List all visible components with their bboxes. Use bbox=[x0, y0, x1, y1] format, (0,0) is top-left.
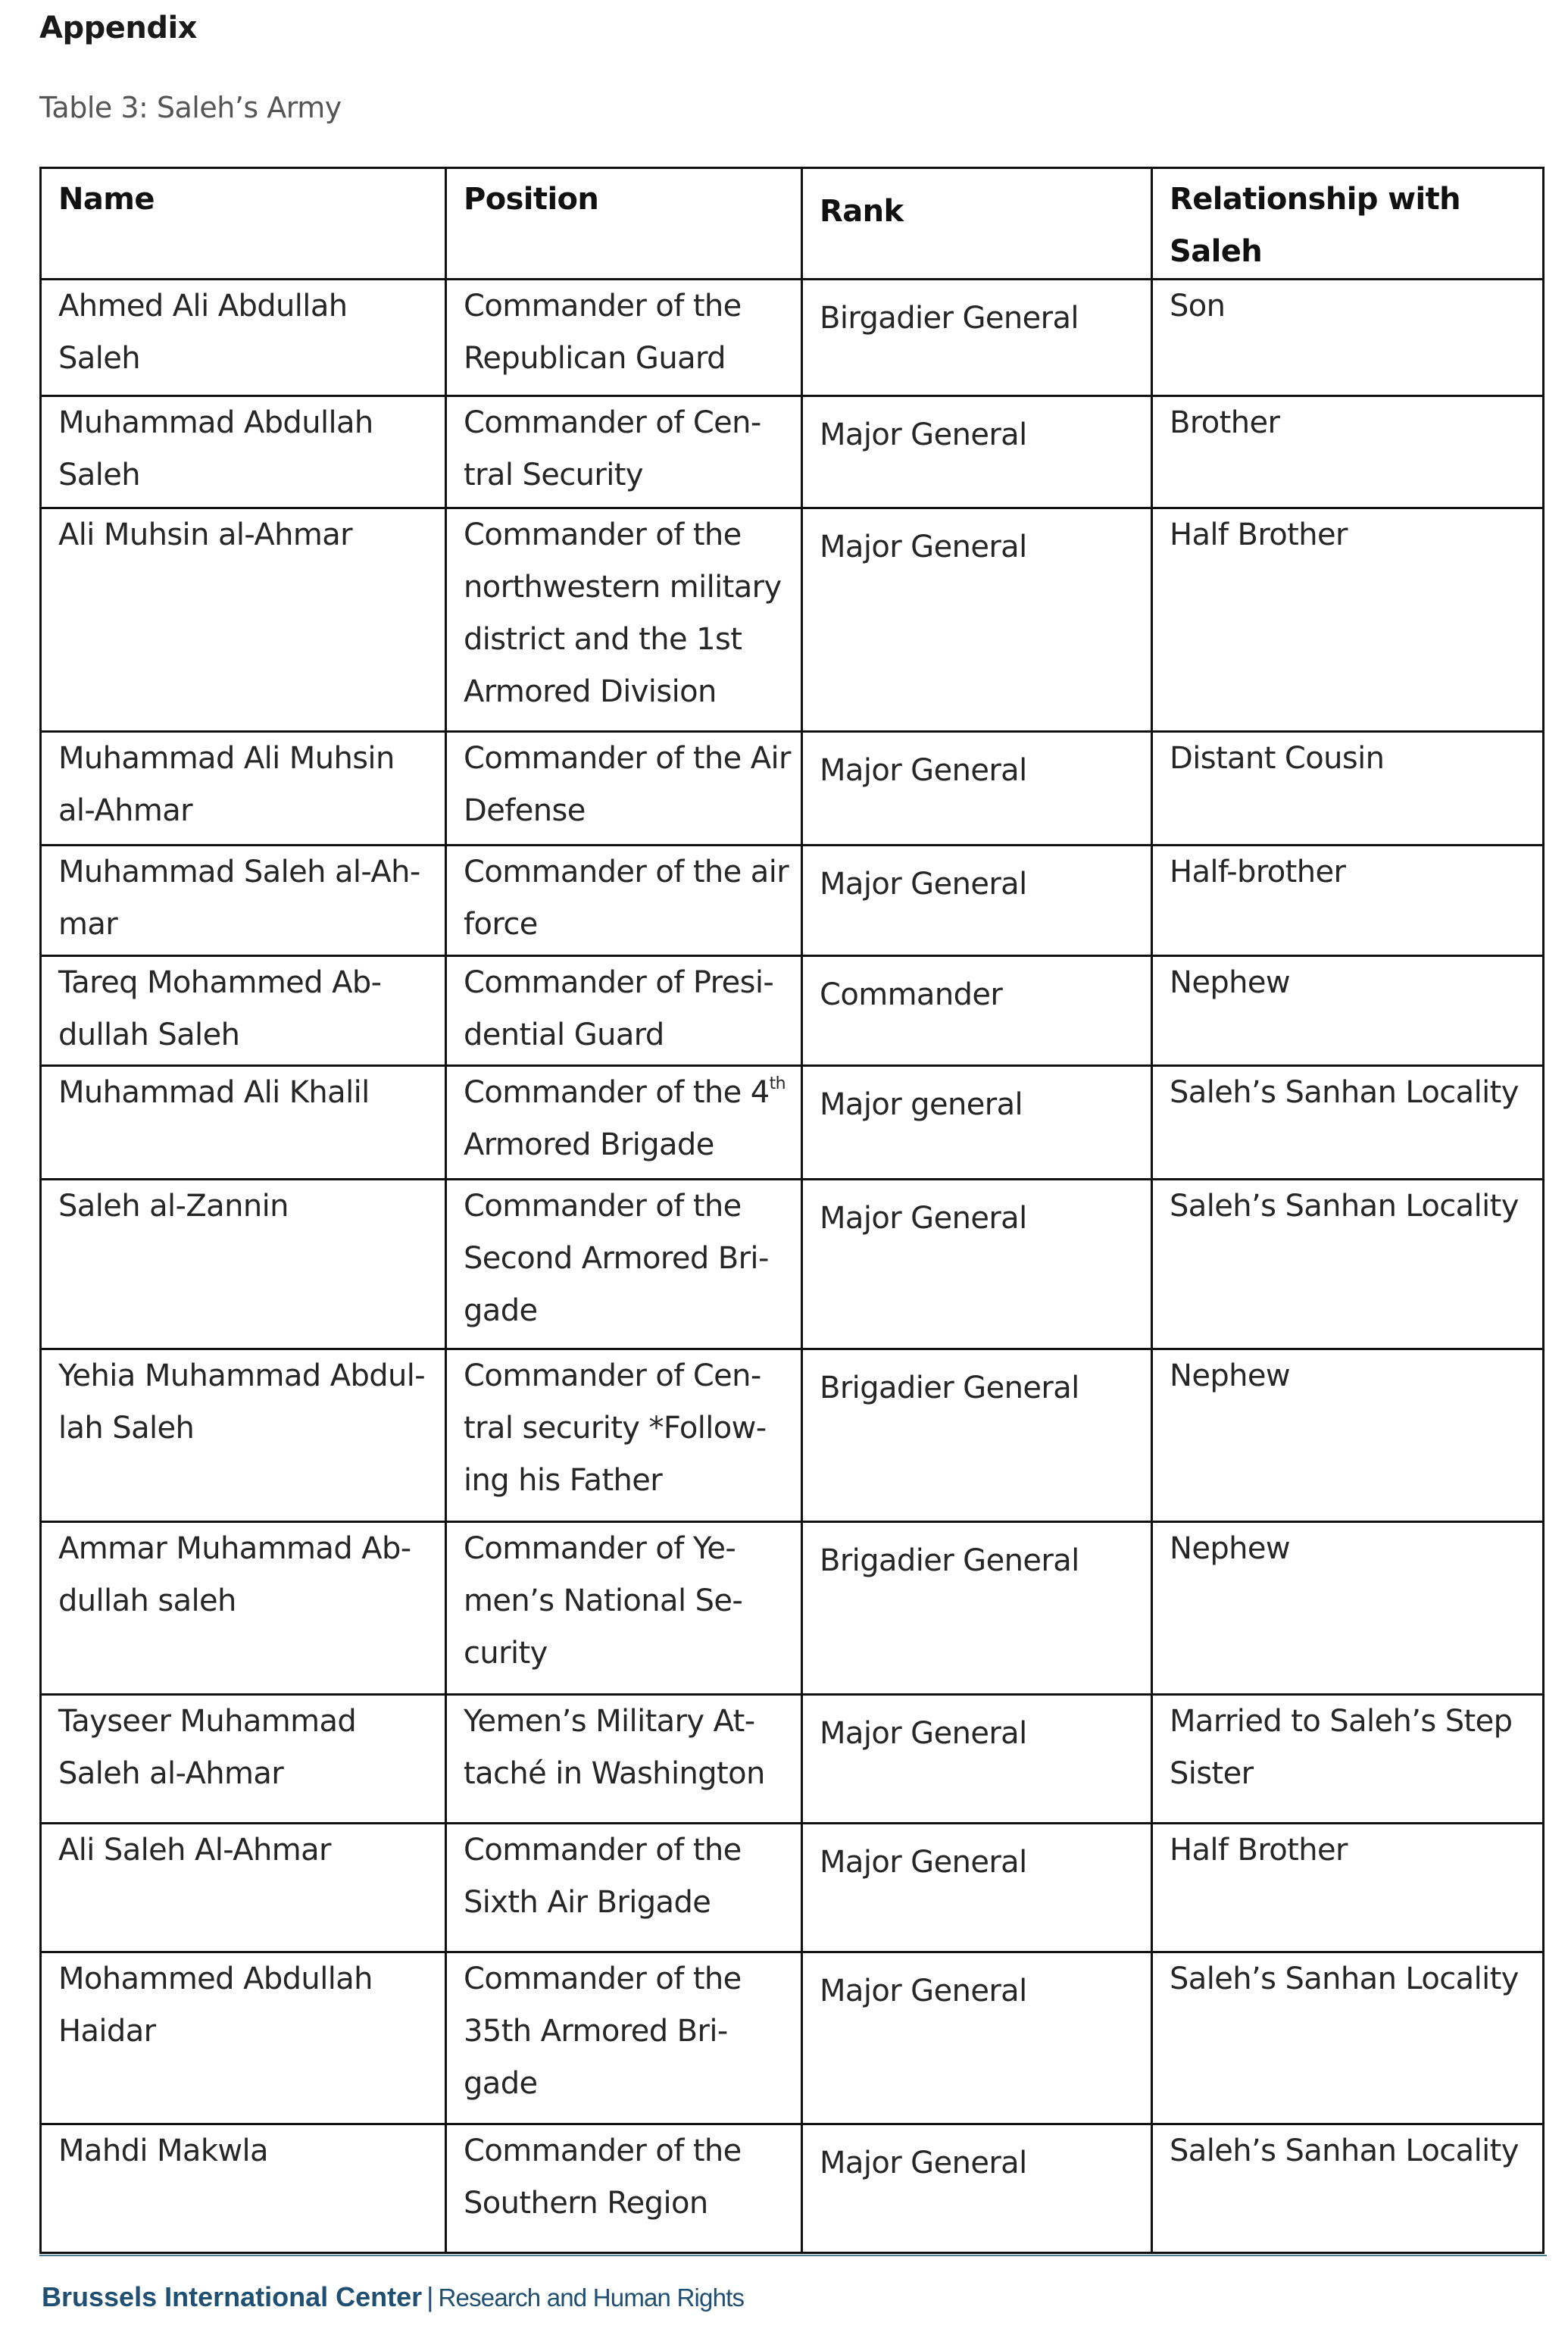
cell-position bbox=[446, 508, 802, 732]
rank-text: Major General bbox=[820, 867, 1027, 902]
header-name: Name bbox=[41, 168, 446, 280]
name-line bbox=[58, 785, 439, 837]
relationship-line bbox=[1170, 1350, 1536, 1402]
position-text: tral security *Follow- bbox=[464, 1411, 767, 1446]
name-text: Tayseer Muhammad bbox=[58, 1704, 357, 1739]
name-text: Haidar bbox=[58, 2014, 156, 2049]
relationship-line bbox=[1170, 846, 1536, 899]
relationship-text: Brother bbox=[1170, 405, 1280, 440]
cell-rank bbox=[802, 732, 1152, 846]
cell-rank bbox=[802, 1824, 1152, 1952]
army-table bbox=[39, 167, 1545, 2254]
rank-text: Brigadier General bbox=[820, 1543, 1079, 1578]
cell-position bbox=[446, 1522, 802, 1695]
rank-text: Major General bbox=[820, 530, 1027, 564]
name-text: Tareq Mohammed Ab- bbox=[58, 965, 382, 1000]
name-text: Yehia Muhammad Abdul- bbox=[58, 1358, 426, 1393]
cell-position bbox=[446, 1349, 802, 1522]
position-text: Yemen’s Military At- bbox=[464, 1704, 755, 1739]
header-relationship: Relationship with Saleh bbox=[1152, 168, 1544, 280]
appendix-heading: Appendix bbox=[39, 11, 197, 45]
name-line bbox=[58, 899, 439, 951]
position-line bbox=[464, 1067, 795, 1119]
position-text: northwestern military bbox=[464, 570, 782, 605]
name-text: Ali Saleh Al-Ahmar bbox=[58, 1833, 331, 1868]
position-line bbox=[464, 561, 795, 614]
table-row bbox=[41, 846, 1544, 956]
relationship-text: Half-brother bbox=[1170, 855, 1346, 889]
position-line bbox=[464, 1575, 795, 1627]
cell-position bbox=[446, 1066, 802, 1180]
name-line bbox=[58, 1748, 439, 1800]
position-line bbox=[464, 1748, 795, 1800]
name-line bbox=[58, 846, 439, 899]
rank-text: Major General bbox=[820, 1716, 1027, 1751]
name-text: Mohammed Abdullah bbox=[58, 1962, 373, 1996]
name-line bbox=[58, 1067, 439, 1119]
position-text: Commander of the bbox=[464, 1833, 742, 1868]
position-line bbox=[464, 1009, 795, 1061]
name-line bbox=[58, 957, 439, 1009]
cell-relationship bbox=[1152, 396, 1544, 508]
relationship-line bbox=[1170, 1696, 1536, 1748]
position-text: Southern Region bbox=[464, 2186, 708, 2221]
name-text: Saleh al-Zannin bbox=[58, 1189, 289, 1224]
position-line bbox=[464, 1824, 795, 1877]
cell-rank bbox=[802, 280, 1152, 396]
relationship-text: Nephew bbox=[1170, 1358, 1290, 1393]
rank-text: Major General bbox=[820, 753, 1027, 788]
position-line bbox=[464, 2177, 795, 2230]
position-line bbox=[464, 509, 795, 561]
relationship-line bbox=[1170, 280, 1536, 333]
position-line bbox=[464, 2125, 795, 2177]
position-text: Commander of the bbox=[464, 517, 742, 552]
position-line bbox=[464, 397, 795, 449]
position-text: Republican Guard bbox=[464, 341, 726, 376]
relationship-text: Son bbox=[1170, 289, 1226, 324]
cell-position bbox=[446, 1180, 802, 1349]
cell-name bbox=[41, 280, 446, 396]
name-text: Saleh al-Ahmar bbox=[58, 1756, 284, 1791]
position-line bbox=[464, 666, 795, 718]
rank-text: Major general bbox=[820, 1087, 1023, 1122]
name-line bbox=[58, 280, 439, 333]
name-line bbox=[58, 1575, 439, 1627]
cell-relationship bbox=[1152, 1066, 1544, 1180]
name-text: Muhammad Ali Muhsin bbox=[58, 741, 395, 776]
position-line bbox=[464, 1180, 795, 1233]
cell-relationship bbox=[1152, 956, 1544, 1066]
relationship-text: Half Brother bbox=[1170, 1833, 1348, 1868]
position-line bbox=[464, 733, 795, 785]
table-row bbox=[41, 2124, 1544, 2253]
rank-text: Major General bbox=[820, 1201, 1027, 1236]
cell-relationship bbox=[1152, 1695, 1544, 1824]
name-line bbox=[58, 733, 439, 785]
position-line bbox=[464, 614, 795, 666]
relationship-line bbox=[1170, 1824, 1536, 1877]
position-text: Commander of the bbox=[464, 1189, 742, 1224]
position-text: gade bbox=[464, 2066, 538, 2101]
cell-position bbox=[446, 732, 802, 846]
position-text: Commander of Cen- bbox=[464, 1358, 761, 1393]
table-row bbox=[41, 396, 1544, 508]
position-line bbox=[464, 1627, 795, 1680]
cell-name bbox=[41, 1695, 446, 1824]
name-text: Ahmed Ali Abdullah bbox=[58, 289, 348, 324]
cell-position bbox=[446, 1824, 802, 1952]
cell-relationship bbox=[1152, 1952, 1544, 2124]
position-text: Sixth Air Brigade bbox=[464, 1885, 711, 1920]
table-row bbox=[41, 508, 1544, 732]
table-row bbox=[41, 1695, 1544, 1824]
position-text: Commander of Cen- bbox=[464, 405, 761, 440]
cell-position bbox=[446, 2124, 802, 2253]
cell-rank bbox=[802, 1952, 1152, 2124]
cell-rank bbox=[802, 1066, 1152, 1180]
position-text: Commander of the 4 bbox=[464, 1075, 770, 1110]
cell-name bbox=[41, 1952, 446, 2124]
cell-relationship bbox=[1152, 846, 1544, 956]
position-line bbox=[464, 1953, 795, 2005]
position-text: 35th Armored Bri- bbox=[464, 2014, 728, 2049]
cell-name bbox=[41, 508, 446, 732]
position-text: Second Armored Bri- bbox=[464, 1241, 769, 1276]
relationship-line bbox=[1170, 509, 1536, 561]
position-text: Commander of the Air bbox=[464, 741, 791, 776]
relationship-text: Sister bbox=[1170, 1756, 1254, 1791]
cell-name bbox=[41, 1349, 446, 1522]
footer bbox=[42, 2281, 744, 2313]
position-line bbox=[464, 2058, 795, 2110]
position-line bbox=[464, 449, 795, 502]
rank-text: Major General bbox=[820, 417, 1027, 452]
position-text: men’s National Se- bbox=[464, 1583, 743, 1618]
table-row bbox=[41, 1824, 1544, 1952]
name-line bbox=[58, 1824, 439, 1877]
relationship-line bbox=[1170, 2125, 1536, 2177]
name-text: al-Ahmar bbox=[58, 793, 193, 828]
footer-subtitle: Research and Human Rights bbox=[438, 2284, 745, 2312]
name-text: Mahdi Makwla bbox=[58, 2133, 268, 2168]
position-text: taché in Washington bbox=[464, 1756, 765, 1791]
name-text: Ali Muhsin al-Ahmar bbox=[58, 517, 352, 552]
cell-position bbox=[446, 396, 802, 508]
relationship-line bbox=[1170, 957, 1536, 1009]
position-line bbox=[464, 2005, 795, 2058]
header-position: Position bbox=[446, 168, 802, 280]
position-text: Commander of the bbox=[464, 1962, 742, 1996]
cell-position bbox=[446, 956, 802, 1066]
relationship-line bbox=[1170, 1523, 1536, 1575]
cell-relationship bbox=[1152, 2124, 1544, 2253]
position-text: force bbox=[464, 907, 538, 942]
name-text: dullah Saleh bbox=[58, 1018, 240, 1052]
table-row bbox=[41, 1066, 1544, 1180]
name-line bbox=[58, 509, 439, 561]
cell-relationship bbox=[1152, 1349, 1544, 1522]
name-line bbox=[58, 1523, 439, 1575]
table-row bbox=[41, 956, 1544, 1066]
position-line bbox=[464, 1119, 795, 1171]
relationship-text: Nephew bbox=[1170, 1531, 1290, 1566]
rank-text: Major General bbox=[820, 1845, 1027, 1880]
cell-name bbox=[41, 2124, 446, 2253]
cell-relationship bbox=[1152, 732, 1544, 846]
relationship-line bbox=[1170, 397, 1536, 449]
name-line bbox=[58, 397, 439, 449]
name-text: Muhammad Saleh al-Ah- bbox=[58, 855, 420, 889]
position-line bbox=[464, 899, 795, 951]
cell-relationship bbox=[1152, 1522, 1544, 1695]
rank-text: Major General bbox=[820, 2146, 1027, 2180]
position-text: Commander of Presi- bbox=[464, 965, 774, 1000]
name-text: Saleh bbox=[58, 341, 140, 376]
cell-name bbox=[41, 1522, 446, 1695]
footer-separator: | bbox=[426, 2281, 434, 2312]
cell-relationship bbox=[1152, 1824, 1544, 1952]
army-table-body bbox=[41, 280, 1544, 2253]
name-text: Muhammad Ali Khalil bbox=[58, 1075, 370, 1110]
name-text: Muhammad Abdullah bbox=[58, 405, 373, 440]
position-text: Armored Division bbox=[464, 674, 717, 709]
position-text: Commander of the air bbox=[464, 855, 789, 889]
relationship-text: Married to Saleh’s Step bbox=[1170, 1704, 1513, 1739]
position-line bbox=[464, 1233, 795, 1285]
relationship-line bbox=[1170, 733, 1536, 785]
position-text: district and the 1st bbox=[464, 622, 742, 657]
footer-org: Brussels International Center bbox=[42, 2281, 423, 2312]
relationship-text: Saleh’s Sanhan Locality bbox=[1170, 1962, 1519, 1996]
relationship-text: Saleh’s Sanhan Locality bbox=[1170, 1189, 1519, 1224]
table-header-row bbox=[41, 168, 1544, 280]
name-line bbox=[58, 1009, 439, 1061]
position-text: ing his Father bbox=[464, 1463, 663, 1498]
position-text: Commander of the bbox=[464, 289, 742, 324]
position-line bbox=[464, 1350, 795, 1402]
position-line bbox=[464, 1696, 795, 1748]
table-caption: Table 3: Saleh’s Army bbox=[39, 91, 342, 124]
relationship-line bbox=[1170, 1748, 1536, 1800]
table-row bbox=[41, 1349, 1544, 1522]
cell-name bbox=[41, 1824, 446, 1952]
name-text: Saleh bbox=[58, 458, 140, 492]
cell-rank bbox=[802, 396, 1152, 508]
cell-name bbox=[41, 396, 446, 508]
cell-rank bbox=[802, 508, 1152, 732]
name-line bbox=[58, 1402, 439, 1455]
cell-position bbox=[446, 1952, 802, 2124]
name-line bbox=[58, 449, 439, 502]
position-text: Defense bbox=[464, 793, 586, 828]
table-row bbox=[41, 1952, 1544, 2124]
name-text: Ammar Muhammad Ab- bbox=[58, 1531, 411, 1566]
position-line bbox=[464, 846, 795, 899]
rank-text: Major General bbox=[820, 1974, 1027, 2008]
rank-text: Commander bbox=[820, 977, 1003, 1012]
relationship-text: Saleh’s Sanhan Locality bbox=[1170, 1075, 1519, 1110]
name-text: dullah saleh bbox=[58, 1583, 236, 1618]
table-row bbox=[41, 1522, 1544, 1695]
header-rank: Rank bbox=[802, 168, 1152, 280]
cell-position bbox=[446, 280, 802, 396]
cell-rank bbox=[802, 1349, 1152, 1522]
name-line bbox=[58, 2125, 439, 2177]
relationship-text: Nephew bbox=[1170, 965, 1290, 1000]
name-line bbox=[58, 2005, 439, 2058]
name-text: mar bbox=[58, 907, 118, 942]
position-text: Armored Brigade bbox=[464, 1127, 714, 1162]
table-row bbox=[41, 280, 1544, 396]
cell-relationship bbox=[1152, 280, 1544, 396]
relationship-line bbox=[1170, 1067, 1536, 1119]
position-line bbox=[464, 785, 795, 837]
table-row bbox=[41, 732, 1544, 846]
name-line bbox=[58, 1696, 439, 1748]
position-text: dential Guard bbox=[464, 1018, 664, 1052]
cell-relationship bbox=[1152, 508, 1544, 732]
cell-rank bbox=[802, 846, 1152, 956]
position-line bbox=[464, 333, 795, 385]
cell-rank bbox=[802, 1522, 1152, 1695]
position-text: gade bbox=[464, 1293, 538, 1328]
name-line bbox=[58, 1953, 439, 2005]
cell-rank bbox=[802, 1180, 1152, 1349]
footer-divider bbox=[39, 2255, 1547, 2256]
position-line bbox=[464, 1877, 795, 1929]
cell-name bbox=[41, 1066, 446, 1180]
cell-relationship bbox=[1152, 1180, 1544, 1349]
position-text: curity bbox=[464, 1636, 548, 1671]
rank-text: Brigadier General bbox=[820, 1371, 1079, 1405]
position-line bbox=[464, 1402, 795, 1455]
relationship-text: Saleh’s Sanhan Locality bbox=[1170, 2133, 1519, 2168]
cell-name bbox=[41, 956, 446, 1066]
cell-position bbox=[446, 846, 802, 956]
relationship-text: Distant Cousin bbox=[1170, 741, 1385, 776]
name-text: lah Saleh bbox=[58, 1411, 195, 1446]
position-line bbox=[464, 1455, 795, 1507]
cell-name bbox=[41, 846, 446, 956]
cell-rank bbox=[802, 956, 1152, 1066]
position-line bbox=[464, 280, 795, 333]
name-line bbox=[58, 1180, 439, 1233]
cell-name bbox=[41, 732, 446, 846]
table-row bbox=[41, 1180, 1544, 1349]
cell-position bbox=[446, 1695, 802, 1824]
name-line bbox=[58, 1350, 439, 1402]
relationship-line bbox=[1170, 1953, 1536, 2005]
relationship-text: Half Brother bbox=[1170, 517, 1348, 552]
position-line bbox=[464, 957, 795, 1009]
rank-text: Birgadier General bbox=[820, 301, 1079, 336]
relationship-line bbox=[1170, 1180, 1536, 1233]
cell-rank bbox=[802, 1695, 1152, 1824]
position-text: Commander of Ye- bbox=[464, 1531, 736, 1566]
position-line bbox=[464, 1523, 795, 1575]
ordinal-superscript: th bbox=[769, 1074, 786, 1093]
position-text: Commander of the bbox=[464, 2133, 742, 2168]
position-line bbox=[464, 1285, 795, 1337]
cell-name bbox=[41, 1180, 446, 1349]
position-text: tral Security bbox=[464, 458, 643, 492]
name-line bbox=[58, 333, 439, 385]
cell-rank bbox=[802, 2124, 1152, 2253]
